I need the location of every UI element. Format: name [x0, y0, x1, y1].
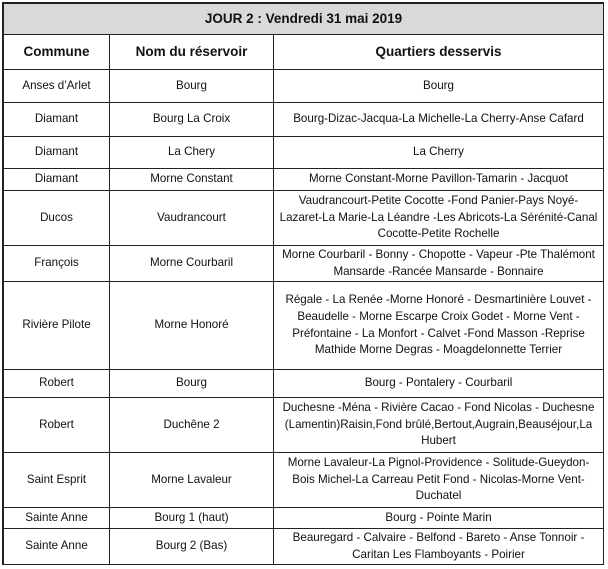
cell-quartiers: Bourg - Pointe Marin	[274, 508, 604, 529]
header-row	[4, 35, 604, 70]
table-row	[4, 246, 604, 282]
cell-quartiers: Beauregard - Calvaire - Belfond - Bareto - Anse Tonnoir - Caritan Les Flamboyants - Poirier	[274, 529, 604, 565]
table-row	[4, 398, 604, 453]
cell-reservoir: Bourg 1 (haut)	[110, 508, 274, 529]
cell-reservoir: Bourg La Croix	[110, 103, 274, 137]
cell-commune: Saint Esprit	[4, 453, 110, 508]
cell-quartiers: Bourg - Pontalery - Courbaril	[274, 370, 604, 398]
water-distribution-table	[3, 3, 604, 565]
title-row	[4, 4, 604, 35]
cell-quartiers: La Cherry	[274, 137, 604, 169]
cell-quartiers: Bourg	[274, 70, 604, 103]
cell-commune: Diamant	[4, 103, 110, 137]
cell-quartiers: Duchesne -Ména - Rivière Cacao - Fond Nicolas - Duchesne (Lamentin)Raisin,Fond brûlé,Bertout,Augrain,Beauséjour,La Hubert	[274, 398, 604, 453]
table-row	[4, 137, 604, 169]
cell-reservoir: Bourg	[110, 70, 274, 103]
table-row	[4, 508, 604, 529]
table-row	[4, 70, 604, 103]
header-quartiers: Quartiers desservis	[274, 35, 604, 70]
cell-quartiers: Morne Courbaril - Bonny - Chopotte - Vapeur -Pte Thalémont Mansarde -Rancée Mansarde - Bonnaire	[274, 246, 604, 282]
cell-commune: Sainte Anne	[4, 508, 110, 529]
cell-quartiers: Morne Lavaleur-La Pignol-Providence - Solitude-Gueydon-Bois Michel-La Carreau Petit Fond - Nicolas-Morne Vent- Duchatel	[274, 453, 604, 508]
cell-reservoir: Vaudrancourt	[110, 191, 274, 246]
cell-commune: Ducos	[4, 191, 110, 246]
table-row	[4, 169, 604, 191]
cell-commune: Anses d’Arlet	[4, 70, 110, 103]
cell-reservoir: Morne Honoré	[110, 282, 274, 370]
table-row	[4, 370, 604, 398]
cell-commune: Rivière Pilote	[4, 282, 110, 370]
cell-commune: Diamant	[4, 137, 110, 169]
schedule-table-frame	[2, 2, 604, 565]
cell-quartiers: Régale - La Renée -Morne Honoré - Desmartinière Louvet -Beaudelle - Morne Escarpe Croix Godet - Morne Vent - Préfontaine - La Monfort - Calvet -Fond Masson -Reprise Mathide Morne Degras - Moagdelonnette Terrier	[274, 282, 604, 370]
cell-reservoir: Duchêne 2	[110, 398, 274, 453]
header-commune: Commune	[4, 35, 110, 70]
cell-reservoir: Bourg	[110, 370, 274, 398]
cell-quartiers: Vaudrancourt-Petite Cocotte -Fond Panier-Pays Noyé-Lazaret-La Marie-La Léandre -Les Abricots-La Sérénité-Canal Cocotte-Petite Rochelle	[274, 191, 604, 246]
header-reservoir: Nom du réservoir	[110, 35, 274, 70]
cell-commune: Robert	[4, 370, 110, 398]
cell-commune: François	[4, 246, 110, 282]
cell-commune: Sainte Anne	[4, 529, 110, 565]
table-row	[4, 453, 604, 508]
cell-reservoir: Bourg 2 (Bas)	[110, 529, 274, 565]
cell-quartiers: Morne Constant-Morne Pavillon-Tamarin - Jacquot	[274, 169, 604, 191]
cell-reservoir: Morne Constant	[110, 169, 274, 191]
cell-quartiers: Bourg-Dizac-Jacqua-La Michelle-La Cherry-Anse Cafard	[274, 103, 604, 137]
cell-reservoir: Morne Lavaleur	[110, 453, 274, 508]
table-row	[4, 529, 604, 565]
table-title: JOUR 2 : Vendredi 31 mai 2019	[4, 4, 604, 35]
cell-commune: Diamant	[4, 169, 110, 191]
table-row	[4, 191, 604, 246]
table-row	[4, 103, 604, 137]
cell-reservoir: La Chery	[110, 137, 274, 169]
table-row	[4, 282, 604, 370]
cell-commune: Robert	[4, 398, 110, 453]
cell-reservoir: Morne Courbaril	[110, 246, 274, 282]
